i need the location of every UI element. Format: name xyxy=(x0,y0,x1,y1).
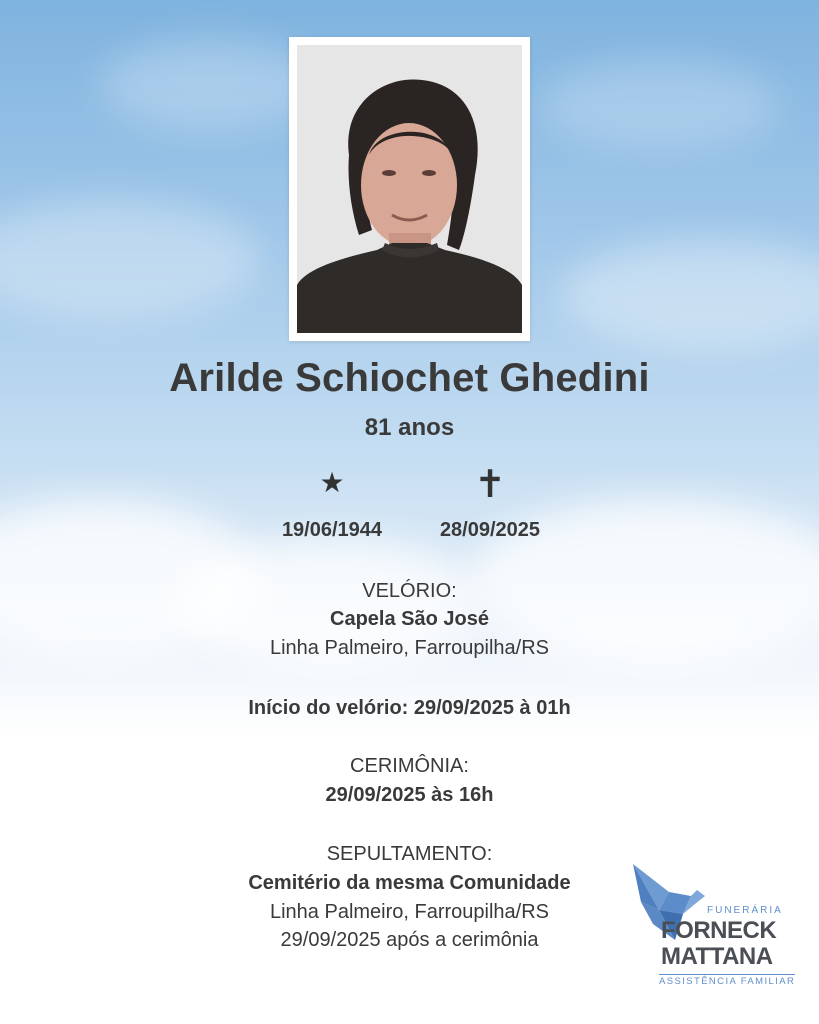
logo-tagline: ASSISTÊNCIA FAMILIAR xyxy=(659,976,796,987)
logo-name-line2: MATTANA xyxy=(661,943,773,970)
burial-time: 29/09/2025 após a cerimônia xyxy=(280,929,539,951)
logo-kind: FUNERÁRIA xyxy=(707,905,783,916)
ceremony-heading: CERIMÔNIA: xyxy=(350,755,469,777)
wake-place: Capela São José xyxy=(330,608,489,630)
deceased-name: Arilde Schiochet Ghedini xyxy=(169,356,650,400)
ceremony-datetime: 29/09/2025 às 16h xyxy=(325,784,494,806)
cloud xyxy=(560,240,819,350)
cloud xyxy=(0,200,260,320)
wake-address: Linha Palmeiro, Farroupilha/RS xyxy=(269,637,550,659)
portrait-frame xyxy=(289,37,530,341)
cloud xyxy=(540,60,780,150)
star-icon: ★ xyxy=(319,467,345,498)
death-date: 28/09/2025 xyxy=(439,519,541,541)
wake-heading: VELÓRIO: xyxy=(362,580,457,602)
birth-date: 19/06/1944 xyxy=(281,519,383,541)
burial-heading: SEPULTAMENTO: xyxy=(326,843,493,865)
cross-icon: ✝ xyxy=(474,464,506,506)
burial-address: Linha Palmeiro, Farroupilha/RS xyxy=(269,901,550,923)
funeral-home-logo xyxy=(631,862,796,992)
cloud xyxy=(100,40,320,130)
portrait-photo xyxy=(297,45,522,333)
wake-start: Início do velório: 29/09/2025 à 01h xyxy=(248,697,571,719)
logo-name-line1: FORNECK xyxy=(661,917,777,944)
burial-place: Cemitério da mesma Comunidade xyxy=(248,872,571,894)
deceased-age: 81 anos xyxy=(364,414,455,441)
